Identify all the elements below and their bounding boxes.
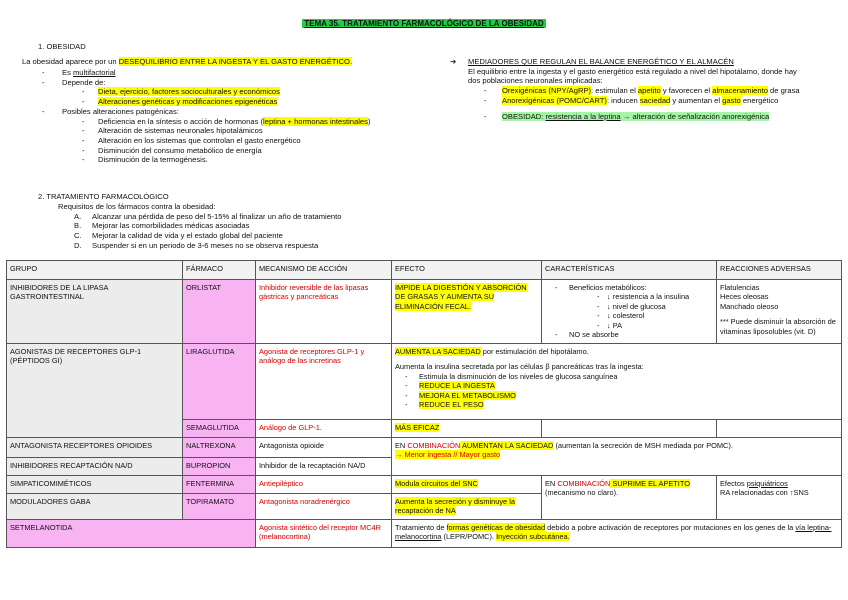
col-header-caracteristicas: CARACTERÍSTICAS <box>542 261 717 280</box>
cell-mecanismo: Agonista de receptores GLP-1 y análogo de las incretinas <box>256 344 392 420</box>
cell-grupo: SIMPATICOMIMÉTICOS <box>7 476 183 494</box>
cell-grupo: INHIBIDORES RECAPTACIÓN NA/D <box>7 458 183 476</box>
cell-farmaco: NALTREXONA <box>183 438 256 458</box>
table-header-row <box>7 261 842 280</box>
cell-farmaco: SEMAGLUTIDA <box>183 420 256 438</box>
cell-efecto: IMPIDE LA DIGESTIÓN Y ABSORCIÓN DE GRASAS Y AUMENTA SU ELIMINACIÓN FECAL. <box>392 280 542 344</box>
cell-grupo: SETMELANOTIDA <box>7 520 256 548</box>
table-row <box>7 280 842 344</box>
col-header-efecto: EFECTO <box>392 261 542 280</box>
drug-table <box>6 260 842 548</box>
cell-mecanismo: Antagonista noradrenérgico <box>256 494 392 520</box>
table-row <box>7 476 842 494</box>
table-row <box>7 344 842 420</box>
section1-list: - Es multifactorial - Depende de: - Dieta, ejercicio, factores socioculturales y económicos - Alteraciones genéticas y modificaciones epigenéticas - Posibles alteraciones patogénicas: - Deficiencia en la síntesis o acción de hormonas (leptina + hormonas intestinales) - Alteración de sistemas neuronales hipotalámicos - Alteración en los sistemas que controlan el gasto energético - Disminución del consumo metabólico de energía - Disminución de la termogénesis. <box>42 68 371 165</box>
col-header-reacciones: REACCIONES ADVERSAS <box>717 261 842 280</box>
cell-efecto: MÁS EFICAZ <box>392 420 542 438</box>
cell-reacciones: Flatulencias Heces oleosas Manchado oleoso *** Puede disminuir la absorción de vitaminas liposolubles (vit. D) <box>717 280 842 344</box>
cell-efecto: AUMENTA LA SACIEDAD por estimulación del hipotálamo. Aumenta la insulina secretada por las células β pancreáticas tras la ingesta: - Estimula la disminución de los niveles de glucosa sanguínea - REDUCE LA INGESTA - MEJORA EL METABOLISMO - REDUCE EL PESO <box>392 344 842 420</box>
cell-farmaco: ORLISTAT <box>183 280 256 344</box>
cell-farmaco: FENTERMINA <box>183 476 256 494</box>
table-row <box>7 520 842 548</box>
section1-heading: 1. OBESIDAD <box>38 42 86 51</box>
arrow-icon: ➔ <box>450 57 457 66</box>
cell-efecto: EN COMBINACIÓN AUMENTAN LA SACIEDAD (aumentan la secreción de MSH mediada por POMC). → Menor ingesta // Mayor gasto <box>392 438 842 476</box>
cell-efecto: Modula circuitos del SNC <box>392 476 542 494</box>
table-row <box>7 438 842 458</box>
cell-mecanismo: Agonista sintético del receptor MC4R (melanocortina) <box>256 520 392 548</box>
page-title: TEMA 35. TRATAMIENTO FARMACOLÓGICO DE LA OBESIDAD <box>304 19 544 28</box>
cell-mecanismo: Antagonista opioide <box>256 438 392 458</box>
col-header-grupo: GRUPO <box>7 261 183 280</box>
cell-caracteristicas <box>542 420 717 438</box>
cell-grupo: ANTAGONISTA RECEPTORES OPIOIDES <box>7 438 183 458</box>
cell-farmaco: LIRAGLUTIDA <box>183 344 256 420</box>
cell-caracteristicas: - Beneficios metabólicos: - ↓ resistencia a la insulina - ↓ nivel de glucosa - ↓ colesterol - ↓ PA - NO se absorbe <box>542 280 717 344</box>
cell-efecto: Aumenta la secreción y disminuye la recaptación de NA <box>392 494 542 520</box>
cell-grupo: AGONISTAS DE RECEPTORES GLP-1 (PÉPTIDOS GI) <box>7 344 183 438</box>
cell-farmaco: TOPIRAMATO <box>183 494 256 520</box>
cell-grupo: INHIBIDORES DE LA LIPASA GASTROINTESTINAL <box>7 280 183 344</box>
section1-intro: La obesidad aparece por un DESEQUILIBRIO ENTRE LA INGESTA Y EL GASTO ENERGÉTICO. <box>22 57 353 66</box>
cell-caracteristicas: EN COMBINACIÓN SUPRIME EL APETITO (mecanismo no claro). <box>542 476 717 520</box>
col-header-mecanismo: MECANISMO DE ACCIÓN <box>256 261 392 280</box>
section2-heading: 2. TRATAMIENTO FARMACOLÓGICO <box>38 192 169 201</box>
col-header-farmaco: FÁRMACO <box>183 261 256 280</box>
cell-reacciones <box>717 420 842 438</box>
cell-reacciones: Efectos psiquiátricos RA relacionadas con ↑SNS <box>717 476 842 520</box>
cell-mecanismo: Inhibidor de la recaptación NA/D <box>256 458 392 476</box>
cell-mecanismo: Análogo de GLP-1. <box>256 420 392 438</box>
section2-list: Requisitos de los fármacos contra la obesidad: A. Alcanzar una pérdida de peso del 5-15% al finalizar un año de tratamiento B. Mejorar las comorbilidades médicas asociadas C. Mejorar la calidad de vida y el estado global del paciente D. Suspender si en un periodo de 3-6 meses no se observa respuesta <box>58 202 342 250</box>
cell-mecanismo: Inhibidor reversible de las lipasas gástricas y pancreáticas <box>256 280 392 344</box>
cell-efecto: Tratamiento de formas genéticas de obesidad debido a pobre activación de receptores por mutaciones en los genes de la vía leptina-melanocortina (LEPR/POMC). Inyección subcutánea. <box>392 520 842 548</box>
mediadores-block: ➔ MEDIADORES QUE REGULAN EL BALANCE ENERGÉTICO Y EL ALMACÉN El equilibrio entre la ingesta y el gasto energético está regulado a nivel del hipotálamo, donde hay dos poblaciones neuronales implicadas: - Orexigénicas (NPY/AgRP): estimulan el apetito y favorecen el almacenamiento de grasa - Anorexígénicas (POMC/CART): inducen saciedad y aumentan el gasto energético - OBESIDAD: resistencia a la leptina → alteración de señalización anorexigénica <box>450 57 800 121</box>
cell-grupo: MODULADORES GABA <box>7 494 183 520</box>
cell-farmaco: BUPROPION <box>183 458 256 476</box>
cell-mecanismo: Antiepiléptico <box>256 476 392 494</box>
